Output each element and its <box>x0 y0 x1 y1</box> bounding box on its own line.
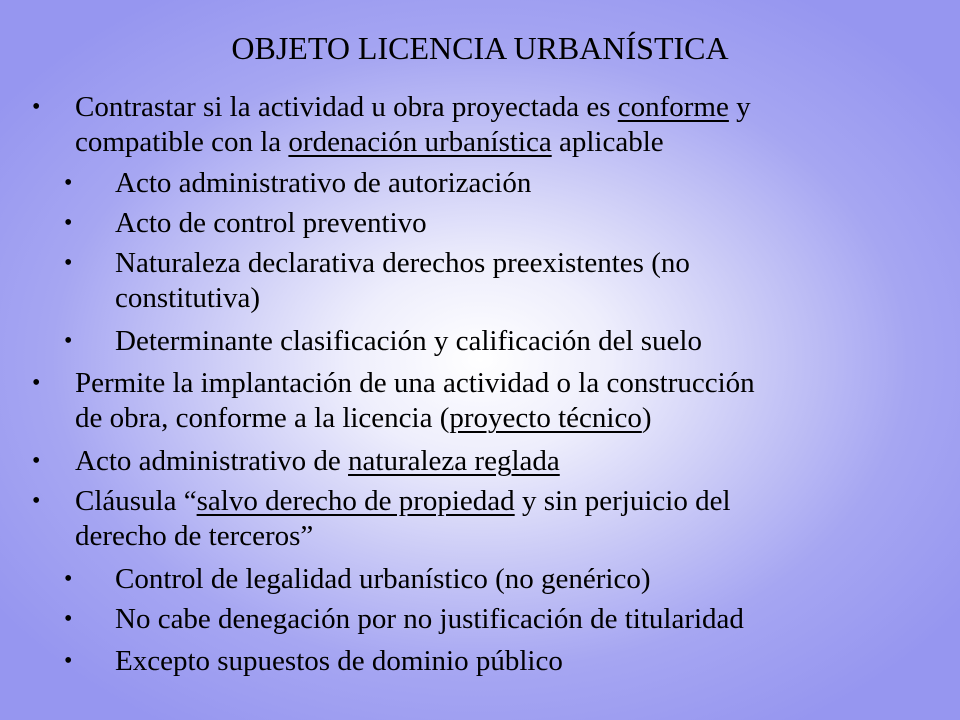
text-run: No cabe denegación por no justificación de titularidad <box>115 603 744 635</box>
text-run: y sin perjuicio del <box>514 485 731 517</box>
bullet-5-marker: • <box>64 328 73 354</box>
bullet-line <box>115 602 744 637</box>
text-run: compatible con la <box>75 126 289 158</box>
bullet-5-text <box>115 324 702 359</box>
bullet-line <box>75 90 751 125</box>
text-run: Control de legalidad urbanístico (no genérico) <box>115 563 651 595</box>
bullet-line <box>75 125 751 160</box>
bullet-8-text <box>75 484 731 554</box>
bullet-10-marker: • <box>64 606 73 632</box>
text-run: ) <box>641 402 652 434</box>
bullet-6-text <box>75 366 755 436</box>
underlined-term: conforme <box>617 91 729 123</box>
text-run: Acto administrativo de <box>75 445 349 477</box>
bullet-7-text <box>75 444 560 479</box>
text-run: de obra, conforme a la licencia ( <box>75 402 450 434</box>
text-run: Acto administrativo de autorización <box>115 167 532 199</box>
underlined-term: proyecto técnico <box>449 402 642 434</box>
bullet-4-marker: • <box>64 250 73 276</box>
bullet-10-text <box>115 602 744 637</box>
text-run: Determinante clasificación y calificación del suelo <box>115 325 702 357</box>
bullet-line <box>115 562 651 597</box>
text-run: Contrastar si la actividad u obra proyectada es <box>75 91 618 123</box>
text-run: y <box>728 91 751 123</box>
underlined-term: ordenación urbanística <box>288 126 552 158</box>
text-run: derecho de terceros” <box>75 520 314 552</box>
text-run: Acto de control preventivo <box>115 207 427 239</box>
bullet-line <box>115 206 427 241</box>
bullet-line <box>115 166 531 201</box>
bullet-1-marker: • <box>32 94 41 120</box>
text-run: Permite la implantación de una actividad o la construcción <box>75 367 755 399</box>
bullet-11-text <box>115 644 563 679</box>
bullet-7-marker: • <box>32 448 41 474</box>
bullet-line <box>75 444 560 479</box>
underlined-term: salvo derecho de propiedad <box>196 485 515 517</box>
bullet-8-marker: • <box>32 488 41 514</box>
bullet-line <box>75 484 731 519</box>
bullet-line <box>115 246 690 281</box>
bullet-line <box>115 644 563 679</box>
bullet-1-text <box>75 90 751 160</box>
bullet-line <box>75 519 731 554</box>
bullet-2-marker: • <box>64 170 73 196</box>
text-run: Excepto supuestos de dominio público <box>115 645 563 677</box>
bullet-line <box>75 366 755 401</box>
bullet-line <box>75 401 755 436</box>
bullet-9-marker: • <box>64 566 73 592</box>
underlined-term: naturaleza reglada <box>348 445 560 477</box>
bullet-3-text <box>115 206 427 241</box>
bullet-2-text <box>115 166 531 201</box>
text-run: Naturaleza declarativa derechos preexistentes (no <box>115 247 690 279</box>
text-run: Cláusula “ <box>75 485 197 517</box>
text-run: constitutiva) <box>115 282 260 314</box>
slide-title: OBJETO LICENCIA URBANÍSTICA <box>231 30 729 66</box>
bullet-line <box>115 281 690 316</box>
bullet-4-text <box>115 246 690 316</box>
bullet-line <box>115 324 702 359</box>
bullet-9-text <box>115 562 651 597</box>
text-run: aplicable <box>551 126 664 158</box>
bullet-3-marker: • <box>64 210 73 236</box>
bullet-6-marker: • <box>32 370 41 396</box>
bullet-11-marker: • <box>64 648 73 674</box>
